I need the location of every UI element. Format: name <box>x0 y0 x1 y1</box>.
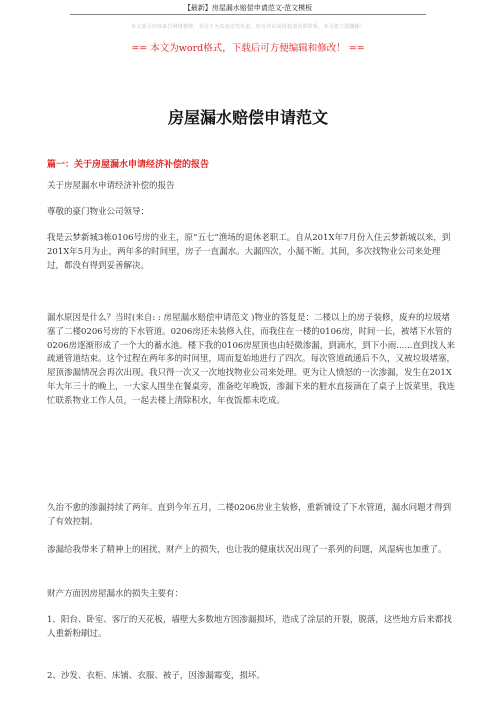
body-paragraph: 1、阳台、卧室、客厅的天花板，墙壁大多数地方因渗漏损坏，造成了涂层的开裂，脱落，这些地方后来都找人重新粉刷过。 <box>47 615 452 639</box>
disclaimer-text: 本文部分内容来自网络整理，本司不为其真实性负责，如有异议或侵权请及时联系，本司将立即删除！ <box>130 24 365 30</box>
header-divider <box>70 14 426 15</box>
body-paragraph: 财产方面因房屋漏水的损失主要有： <box>47 589 184 599</box>
format-notice: == 本文为word格式，下载后可方便编辑和修改！ == <box>131 43 365 54</box>
body-paragraph: 漏水原因是什么？当时(来自: : 房屋漏水赔偿申请范文 )物业的答复是：二楼以上的房子装修，废弃的垃圾堵塞了二楼0206号房的下水管道。0206房还未装修入住，而我住在一楼的0106房，时间一长，被堵下水管的0206房逐渐形成了一个大的蓄水池。楼下我的0106房屋顶也由轻微渗漏，到滴水，到下小雨......直到找人来疏通管道结束。这个过程在两年多的时间里，周而复始地进行了四次。每次管道疏通后不久，又被垃圾堵塞，屋顶渗漏情况会再次出现。我只得一次又一次地找物业公司来处理。更为让人愤怒的一次渗漏，发生在201X年大年三十的晚上，一大家人围坐在餐桌旁，准备吃年晚饭，渗漏下来的脏水直接滴在了桌子上饭菜里，我连忙联系物业工作人员，一起去楼上清除积水，年夜饭都未吃成。 <box>47 313 456 406</box>
body-paragraph: 2、沙发、衣柜、床铺、衣服、被子，因渗漏霉变，损坏。 <box>47 671 265 681</box>
body-paragraph: 久治不愈的渗漏持续了两年。直到今年五月，二楼0206房业主装修，重新铺设了下水管道，漏水问题才得到了有效控制。 <box>47 503 452 527</box>
section-heading: 篇一：关于房屋漏水申请经济补偿的报告 <box>47 160 210 170</box>
body-paragraph: 关于房屋漏水申请经济补偿的报告 <box>47 181 175 191</box>
body-paragraph: 尊敬的豪门物业公司领导： <box>47 207 150 217</box>
body-paragraph: 渗漏给我带来了精神上的困扰，财产上的损失，也让我的健康状况出现了一系列的问题，风湿病也加重了。 <box>47 545 447 555</box>
page-header-title: 【最新】房屋漏水赔偿申请范文-范文模板 <box>183 4 313 12</box>
body-paragraph: 我是云梦新城3栋0106号房的业主，原“五七”渔场的退休老职工。自从201X年7月份入住云梦新城以来，到201X年5月为止，两年多的时间里，房子一直漏水。大漏四次，小漏不断。其间，多次找物业公司来处理过，都没有得到妥善解决。 <box>47 233 451 271</box>
document-title: 房屋漏水赔偿申请范文 <box>167 108 328 127</box>
